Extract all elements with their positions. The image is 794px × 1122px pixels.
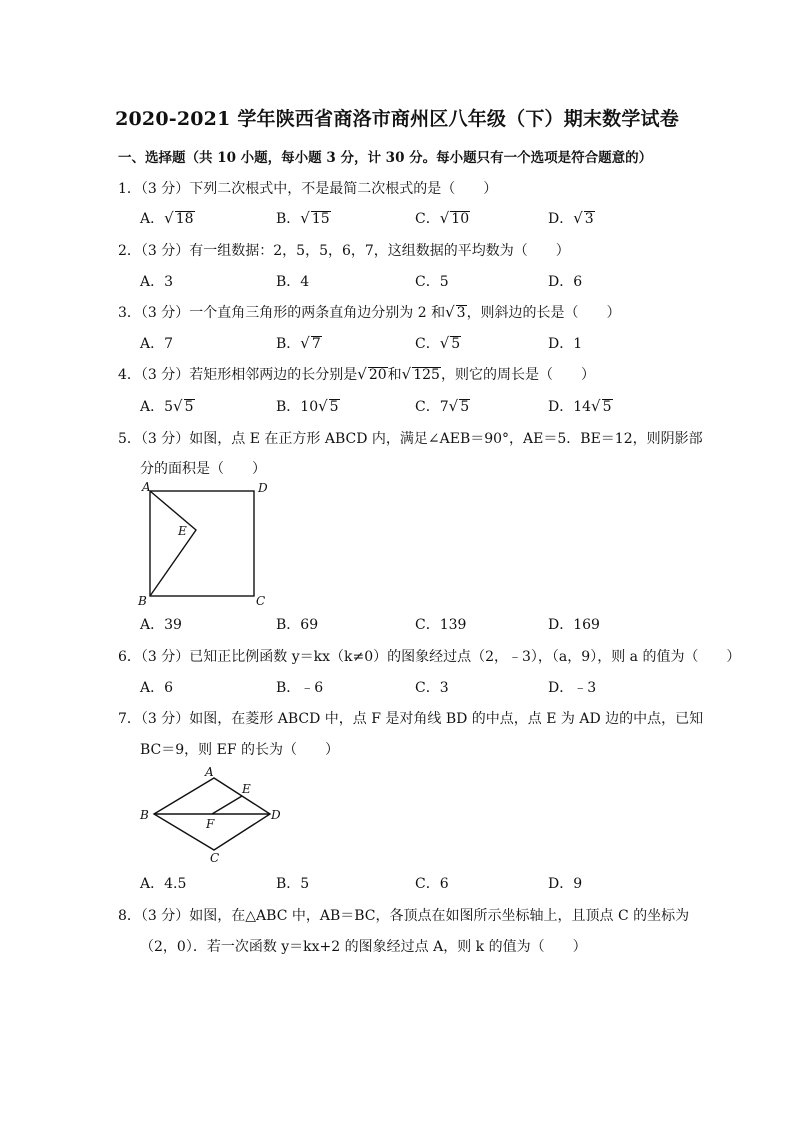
question-2-options <box>140 271 700 291</box>
q1-option-a: A．√ 18 <box>140 209 194 227</box>
question-7-stem-line-2: BC＝9，则 EF 的长为（ ） <box>140 742 340 758</box>
question-7-options <box>140 873 700 893</box>
q6-option-a: A．6 <box>140 680 174 696</box>
q3-option-a: A．7 <box>140 336 174 352</box>
triangle-aeb <box>150 491 196 596</box>
label-c: C <box>210 851 220 864</box>
label-f: F <box>206 817 215 831</box>
q1-option-d: D．√ 3 <box>548 209 594 227</box>
q4-option-a: A．5√ 5 <box>140 397 194 415</box>
q4-option-c: C．7√ 5 <box>415 397 470 415</box>
q6-option-c: C．3 <box>415 680 449 696</box>
label-b: B <box>140 808 149 822</box>
q6-option-d: D．﹣3 <box>548 680 597 696</box>
question-3-options <box>140 333 700 353</box>
question-2-stem: 2．（3 分）有一组数据：2，5，5，6，7，这组数据的平均数为（ ） <box>118 243 570 259</box>
q7-option-a: A．4.5 <box>140 876 187 892</box>
square-abcd-figure <box>132 478 292 610</box>
question-6-options <box>140 677 700 697</box>
label-c: C <box>256 594 266 608</box>
q7-option-c: C．6 <box>415 876 449 892</box>
q7-option-d: D．9 <box>548 876 583 892</box>
question-6-stem: 6．（3 分）已知正比例函数 y＝kx（k≠0）的图象经过点（2，﹣3），（a，9），则 a 的值为（ ） <box>118 649 741 665</box>
page-title: 2020-2021 学年陕西省商洛市商州区八年级（下）期末数学试卷 <box>115 108 679 130</box>
question-5-stem-line-1: 5．（3 分）如图，点 E 在正方形 ABCD 内，满足∠AEB＝90°，AE＝5．BE＝12，则阴影部 <box>118 431 703 447</box>
q3-option-d: D．1 <box>548 336 583 352</box>
label-b: B <box>138 594 147 608</box>
label-e: E <box>178 524 187 538</box>
rhombus-abcd-figure <box>136 764 296 864</box>
q2-option-c: C．5 <box>415 274 449 290</box>
q4-option-d: D．14√ 5 <box>548 397 612 415</box>
question-1-options <box>140 208 700 228</box>
question-1-stem: 1．（3 分）下列二次根式中，不是最简二次根式的是（ ） <box>118 181 498 197</box>
q5-option-b: B．69 <box>276 617 319 633</box>
label-d: D <box>258 481 268 495</box>
question-8-stem-line-2: （2，0）．若一次函数 y＝kx+2 的图象经过点 A，则 k 的值为（ ） <box>140 939 587 955</box>
label-a: A <box>142 480 151 494</box>
q4-option-b: B．10√ 5 <box>276 397 339 415</box>
q5-option-d: D．169 <box>548 617 600 633</box>
label-a: A <box>205 765 214 779</box>
q6-option-b: B．﹣6 <box>276 680 324 696</box>
q2-option-d: D．6 <box>548 274 583 290</box>
q5-option-a: A．39 <box>140 617 182 633</box>
q7-option-b: B．5 <box>276 876 310 892</box>
label-e: E <box>242 782 251 796</box>
q3-option-b: B．√ 7 <box>276 334 321 352</box>
q2-option-a: A．3 <box>140 274 174 290</box>
question-4-stem: 4．（3 分）若矩形相邻两边的长分别是√ 20和√ 125，则它的周长是（ ） <box>118 365 595 383</box>
q5-option-c: C．139 <box>415 617 467 633</box>
question-4-options <box>140 396 700 416</box>
question-7-stem-line-1: 7．（3 分）如图，在菱形 ABCD 中，点 F 是对角线 BD 的中点，点 E 为 AD 边的中点，已知 <box>118 711 704 727</box>
question-8-stem-line-1: 8．（3 分）如图，在△ABC 中，AB＝BC，各顶点在如图所示坐标轴上，且顶点 C 的坐标为 <box>118 908 690 924</box>
question-5-options <box>140 614 700 634</box>
q1-option-b: B．√ 15 <box>276 209 330 227</box>
label-d: D <box>271 808 281 822</box>
section-heading: 一、选择题（共 10 小题，每小题 3 分，计 30 分。每小题只有一个选项是符合题意的） <box>118 150 653 166</box>
question-5-stem-line-2: 分的面积是（ ） <box>140 461 266 477</box>
q3-option-c: C．√ 5 <box>415 334 461 352</box>
segment-ef <box>212 796 242 814</box>
question-3-stem: 3．（3 分）一个直角三角形的两条直角边分别为 2 和√ 3，则斜边的长是（ ） <box>118 303 621 321</box>
q2-option-b: B．4 <box>276 274 310 290</box>
q1-option-c: C．√ 10 <box>415 209 470 227</box>
square-abcd-outline <box>150 491 254 596</box>
